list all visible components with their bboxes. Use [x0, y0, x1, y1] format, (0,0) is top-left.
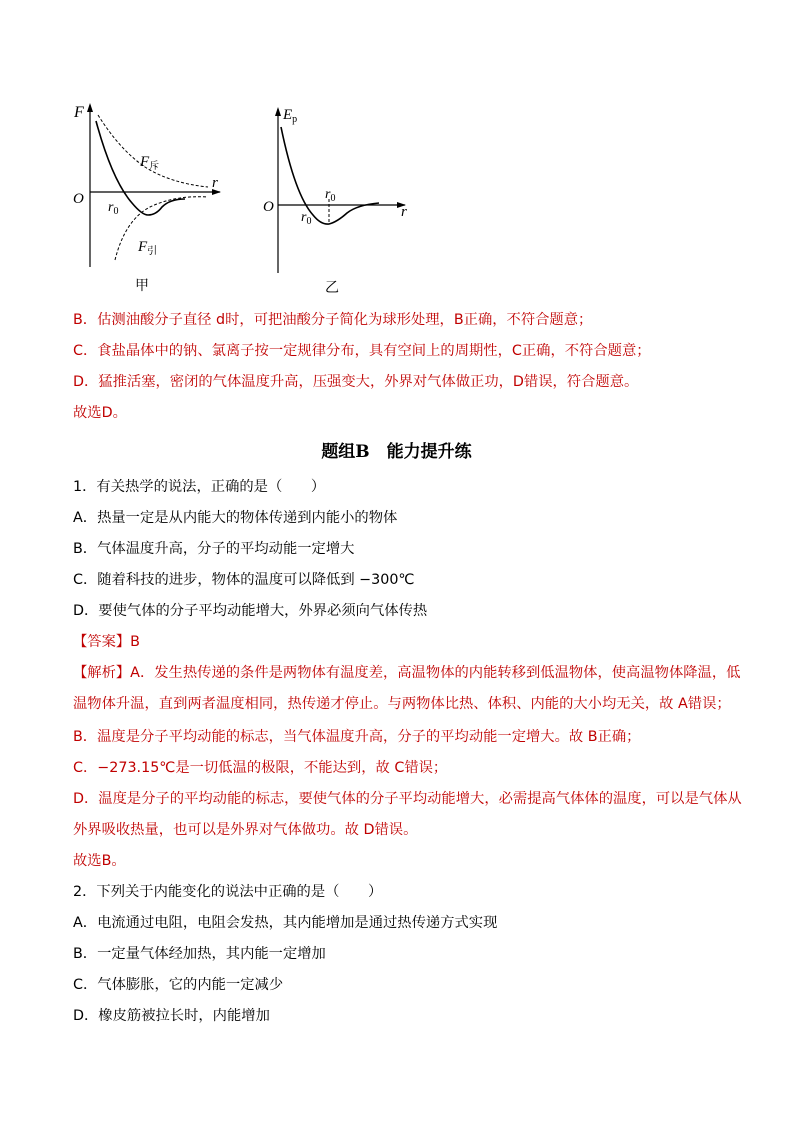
yi-r0-bottom-label: $r_0$ — [301, 210, 312, 227]
jia-attractive-label: $F_引$ — [138, 239, 158, 257]
q1-answer: 【答案】B — [73, 634, 140, 650]
q1-option-d: D．要使气体的分子平均动能增大，外界必须向气体传热 — [73, 603, 428, 619]
q1-analysis-line-4: C．−273.15℃是一切低温的极限，不能达到，故 C错误； — [73, 760, 448, 776]
q1-analysis-line-1: 【解析】A．发生热传递的条件是两物体有温度差，高温物体的内能转移到低温物体，使高温物体降温，低 — [73, 665, 741, 681]
jia-repulsive-label: $F_斥$ — [140, 154, 160, 172]
jia-y-label: F — [74, 104, 84, 121]
yi-potential-curve — [281, 127, 379, 224]
prev-answer-conclusion: 故选D。 — [73, 405, 127, 421]
q1-analysis-line-5: D．温度是分子的平均动能的标志，要使气体的分子平均动能增大，必需提高气体体的温度，可以是气体从 — [73, 791, 742, 807]
yi-y-axis — [275, 107, 281, 273]
q1-stem: 1．有关热学的说法，正确的是（ ） — [73, 479, 326, 495]
yi-y-label: $E_p$ — [283, 107, 298, 125]
q1-analysis-line-3: B．温度是分子平均动能的标志，当气体温度升高，分子的平均动能一定增大。故 B正确； — [73, 729, 641, 745]
jia-origin-label: O — [73, 191, 84, 207]
jia-x-label: r — [212, 175, 218, 191]
q2-option-b: B．一定量气体经加热，其内能一定增加 — [73, 946, 326, 962]
q2-stem: 2．下列关于内能变化的说法中正确的是（ ） — [73, 884, 383, 900]
prev-answer-d: D．猛推活塞，密闭的气体温度升高，压强变大，外界对气体做正功，D错误，符合题意。 — [73, 374, 639, 390]
yi-x-axis — [278, 202, 406, 208]
yi-r0-top-label: $r_0$ — [325, 187, 336, 204]
q2-option-a: A．电流通过电阻，电阻会发热，其内能增加是通过热传递方式实现 — [73, 915, 498, 931]
q2-option-c: C．气体膨胀，它的内能一定减少 — [73, 977, 284, 993]
prev-answer-c: C．食盐晶体中的钠、氯离子按一定规律分布，具有空间上的周期性，C正确，不符合题意； — [73, 343, 651, 359]
q1-analysis-line-2: 温物体升温，直到两者温度相同，热传递才停止。与两物体比热、体积、内能的大小均无关，故 A错误； — [73, 696, 731, 712]
q2-option-d: D．橡皮筋被拉长时，内能增加 — [73, 1008, 270, 1024]
q1-option-c: C．随着科技的进步，物体的温度可以降低到 −300℃ — [73, 572, 415, 588]
section-title: 题组B 能力提升练 — [321, 442, 472, 462]
q1-option-a: A．热量一定是从内能大的物体传递到内能小的物体 — [73, 510, 398, 526]
jia-r0-label: $r_0$ — [108, 200, 119, 217]
yi-x-label: r — [401, 204, 407, 220]
jia-attractive-curve — [115, 197, 208, 260]
prev-answer-b: B．估测油酸分子直径 d时，可把油酸分子简化为球形处理，B正确，不符合题意； — [73, 312, 593, 328]
jia-y-axis — [87, 103, 93, 267]
figure-jia — [60, 95, 235, 300]
q1-analysis-line-6: 外界吸收热量，也可以是外界对气体做功。故 D错误。 — [73, 822, 418, 838]
q1-option-b: B．气体温度升高，分子的平均动能一定增大 — [73, 541, 355, 557]
jia-x-axis — [90, 189, 221, 195]
yi-origin-label: O — [263, 199, 274, 215]
jia-caption: 甲 — [135, 279, 149, 294]
q1-conclusion: 故选B。 — [73, 853, 126, 869]
figure-yi — [255, 95, 425, 300]
yi-caption: 乙 — [325, 281, 339, 296]
